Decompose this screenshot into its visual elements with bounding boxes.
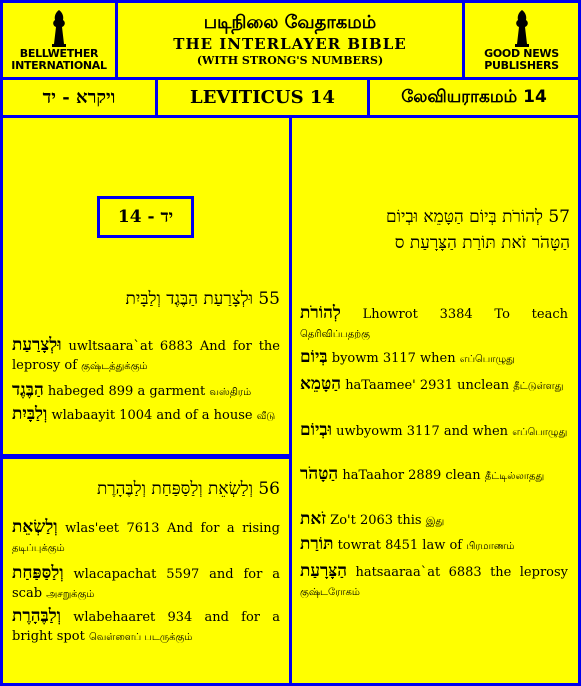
word-entry [300, 510, 568, 531]
bellwether-logo-line2: INTERNATIONAL [11, 59, 107, 72]
tamil-gloss: தீட்டுள்ளது [513, 381, 564, 392]
hebrew-word: הַבֶּגֶד [12, 380, 44, 400]
book-bar-tamil [370, 80, 578, 115]
transliteration: uwbyowm 3117 and when [336, 424, 509, 439]
bellwether-logo-line1: BELLWETHER [19, 47, 99, 60]
hebrew-word: וּבְיוֹם [300, 420, 332, 440]
transliteration: haTaamee' 2931 unclean [345, 378, 510, 393]
transliteration: habeged 899 a garment [47, 384, 206, 399]
verse-55-hebrew: 55 וּלְצָרַעַת הַבֶּגֶד וְלַבָּיִת [125, 289, 280, 309]
word-entry [12, 518, 280, 558]
tamil-gloss: பிரமாணம் [466, 541, 515, 552]
book-bar-hebrew [3, 80, 155, 115]
transliteration: byowm 3117 when [331, 351, 456, 366]
tamil-gloss: குஷ்டரோகம் [300, 587, 360, 598]
ram-figure-icon [48, 8, 70, 48]
transliteration: uwltsaara`at 6883 And for the leprosy of [12, 339, 280, 373]
verse-57-hebrew-line1: 57 לְהוֹרֹת בְּיוֹם הַטָּמֵא וּבְיוֹם [386, 207, 570, 227]
title-main: THE INTERLAYER BIBLE [173, 35, 407, 53]
hebrew-word: זֹאת [300, 509, 327, 529]
verse-57-hebrew-line2: הַטָּהֹר זֹאת תּוֹרַת הַצָּרָעַת ס [394, 233, 570, 253]
word-entry [12, 381, 280, 402]
title-tamil: படிநிலை வேதாகமம் [203, 12, 377, 33]
book-bar-english [158, 80, 367, 115]
word-entry [12, 607, 280, 647]
hebrew-word: וּלְצָרַעַת [12, 335, 62, 355]
good-news-logo-line1: GOOD NEWS [484, 47, 559, 60]
word-entry [12, 564, 280, 604]
transliteration: wlabaayit 1004 and of a house [51, 408, 253, 423]
hebrew-word: הַטָּהֹר [300, 464, 339, 484]
title-subtitle: (WITH STRONG'S NUMBERS) [196, 54, 384, 67]
transliteration: Lhowrot 3384 To teach [362, 307, 568, 322]
word-entry [300, 304, 568, 344]
book-name-english: LEVITICUS 14 [190, 87, 335, 108]
bellwether-logo [3, 3, 115, 77]
hebrew-word: וְלַסַּפַּחַת [12, 563, 64, 583]
hebrew-word: הַצָּרָעַת [300, 561, 348, 581]
transliteration: haTaahor 2889 clean [342, 468, 481, 483]
tamil-gloss: எப்பொழுது [459, 354, 515, 365]
word-entry [12, 405, 280, 426]
transliteration: wlabehaaret 934 and for a bright spot [12, 610, 280, 644]
chapter-badge: יד - 14 [97, 196, 194, 238]
verse-56-hebrew: 56 וְלַשְׂאֵת וְלַסַּפַּחַת וְלַבֶּהָרֶת [96, 479, 280, 499]
ram-figure-icon [511, 8, 533, 48]
hebrew-word: בְּיוֹם [300, 347, 328, 367]
word-entry [300, 375, 568, 396]
tamil-gloss: தீட்டில்லாதது [484, 471, 545, 482]
transliteration: hatsaaraa`at 6883 the leprosy [355, 565, 568, 580]
hebrew-word: וְלַבֶּהָרֶת [12, 606, 61, 626]
book-name-tamil: லேவியராகமம் 14 [401, 86, 547, 107]
tamil-gloss: தெரிவிப்பதற்கு [300, 329, 370, 340]
tamil-gloss: எப்பொழுது [512, 427, 568, 438]
tamil-gloss: வஸ்திரம் [209, 387, 252, 398]
tamil-gloss: இது [425, 516, 445, 527]
word-entry [300, 348, 568, 369]
good-news-logo-line2: PUBLISHERS [484, 59, 559, 72]
hebrew-word: וְלַבָּיִת [12, 404, 48, 424]
hebrew-word: וְלַשְׂאֵת [12, 517, 58, 537]
hebrew-word: הַטָּמֵא [300, 374, 342, 394]
title-block [118, 3, 462, 77]
tamil-gloss: தடிப்புக்கும் [12, 543, 65, 554]
word-entry [300, 562, 568, 602]
hebrew-word: תּוֹרַת [300, 534, 334, 554]
tamil-gloss: குஷ்டத்துக்கும் [81, 361, 148, 372]
hebrew-word: לְהוֹרֹת [300, 303, 341, 323]
word-entry [300, 535, 568, 556]
good-news-logo [465, 3, 578, 77]
tamil-gloss: வீடு [256, 411, 276, 422]
transliteration: wlas'eet 7613 And for a rising [65, 521, 280, 536]
transliteration: towrat 8451 law of [337, 538, 463, 553]
book-name-hebrew: ויקרא - יד [42, 87, 116, 108]
word-entry [300, 465, 568, 486]
transliteration: wlacapachat 5597 and for a scab [12, 567, 280, 601]
word-entry [12, 336, 280, 376]
transliteration: Zo't 2063 this [330, 513, 422, 528]
tamil-gloss: அசறுக்கும் [46, 589, 95, 600]
word-entry [300, 421, 568, 442]
tamil-gloss: வெள்ளைப் படருக்கும் [88, 632, 193, 643]
